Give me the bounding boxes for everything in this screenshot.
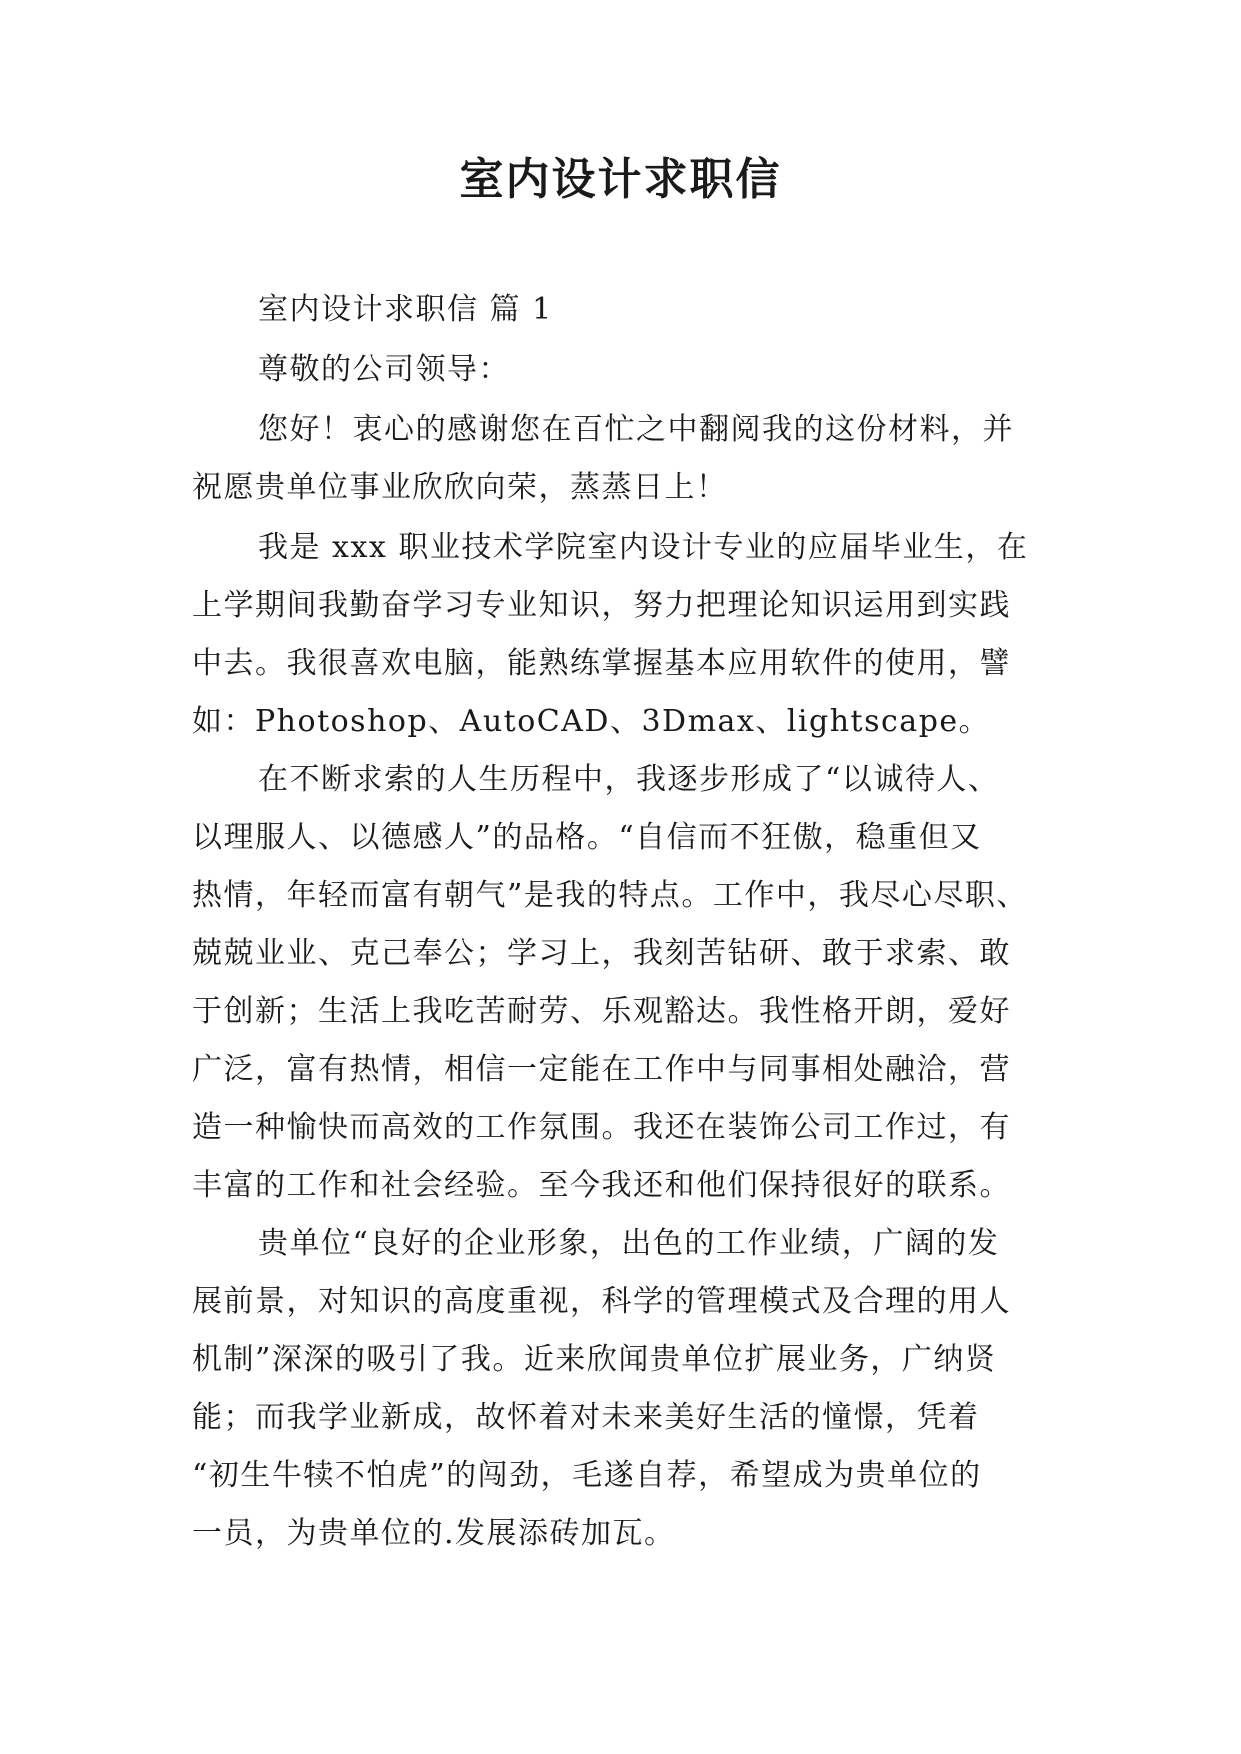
body-line: 在不断求索的人生历程中，我逐步形成了“以诚待人、 (258, 762, 1000, 797)
salutation-line: 尊敬的公司领导： (258, 352, 510, 387)
body-line: 如：Photoshop、AutoCAD、3Dmax、lightscape。 (192, 704, 991, 739)
body-line: 能；而我学业新成，故怀着对未来美好生活的憧憬，凭着 (192, 1400, 980, 1435)
document-title: 室内设计求职信 (459, 154, 782, 205)
body-line: “初生牛犊不怕虎”的闯劲，毛遂自荐，希望成为贵单位的 (192, 1458, 982, 1493)
subtitle-line: 室内设计求职信 篇 1 (258, 292, 553, 327)
body-line: 我是 xxx 职业技术学院室内设计专业的应届毕业生，在 (258, 530, 1029, 565)
body-line: 机制”深深的吸引了我。近来欣闻贵单位扩展业务，广纳贤 (192, 1342, 997, 1377)
body-line: 丰富的工作和社会经验。至今我还和他们保持很好的联系。 (192, 1168, 1011, 1203)
body-line: 展前景，对知识的高度重视，科学的管理模式及合理的用人 (192, 1284, 1011, 1319)
body-line: 上学期间我勤奋学习专业知识，努力把理论知识运用到实践 (192, 588, 1011, 623)
body-line: 贵单位“良好的企业形象，出色的工作业绩，广阔的发 (258, 1226, 1000, 1261)
body-line: 广泛，富有热情，相信一定能在工作中与同事相处融洽，营 (192, 1052, 1011, 1087)
body-line: 中去。我很喜欢电脑，能熟练掌握基本应用软件的使用，譬 (192, 646, 1011, 681)
body-line: 您好！衷心的感谢您在百忙之中翻阅我的这份材料，并 (258, 412, 1014, 447)
body-line: 祝愿贵单位事业欣欣向荣，蒸蒸日上！ (192, 470, 728, 505)
body-line: 以理服人、以德感人”的品格。“自信而不狂傲，稳重但又 (192, 820, 982, 855)
body-line: 一员，为贵单位的.发展添砖加瓦。 (192, 1516, 676, 1551)
body-line: 于创新；生活上我吃苦耐劳、乐观豁达。我性格开朗，爱好 (192, 994, 1011, 1029)
body-line: 造一种愉快而高效的工作氛围。我还在装饰公司工作过，有 (192, 1110, 1011, 1145)
body-line: 兢兢业业、克己奉公；学习上，我刻苦钻研、敢于求索、敢 (192, 936, 1011, 971)
body-line: 热情，年轻而富有朝气”是我的特点。工作中，我尽心尽职、 (192, 878, 1028, 913)
